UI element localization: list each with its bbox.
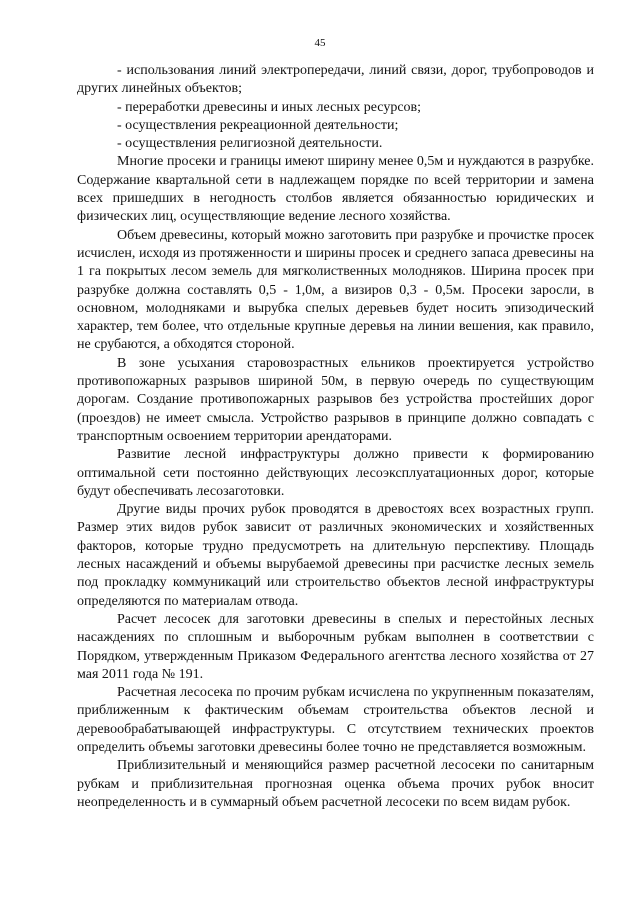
- list-item: - переработки древесины и иных лесных ресурсов;: [117, 99, 422, 115]
- page-number: 45: [314, 37, 326, 49]
- list-item: - использования линий электропередачи, линий связи, дорог, трубопроводов и других линейных объектов;: [77, 63, 594, 97]
- paragraph: Развитие лесной инфраструктуры должно привести к формированию оптимальной сети постоянно действующих лесоэксплуатационных дорог, которые будут обеспечивать лесозаготовки.: [77, 447, 594, 499]
- list-item: - осуществления рекреационной деятельности;: [117, 117, 399, 133]
- document-body: [77, 62, 594, 812]
- paragraph: Многие просеки и границы имеют ширину менее 0,5м и нуждаются в разрубке. Содержание квартальной сети в надлежащем порядке по всей территории и замена всех пришедших в негодность столбов является обязанностью юридических и физических лиц, осуществляющие ведение лесного хозяйства.: [77, 154, 594, 225]
- paragraph: Расчетная лесосека по прочим рубкам исчислена по укрупненным показателям, приближенным к фактическим объемам строительства объектов лесной и деревообрабатывающей инфраструктуры. С отсутствием технических проектов определить объемы заготовки древесины более точно не представляется возможным.: [77, 685, 594, 755]
- list-item: - осуществления религиозной деятельности.: [117, 136, 383, 152]
- paragraph: Приблизительный и меняющийся размер расчетной лесосеки по санитарным рубкам и приблизительная прогнозная оценка объема прочих рубок вносит неопределенность и в суммарный объем расчетной лесосеки по всем видам рубок.: [77, 758, 594, 810]
- paragraph: Объем древесины, который можно заготовить при разрубке и прочистке просек исчислен, исходя из протяженности и ширины просек и среднего запаса древесины на 1 га покрытых лесом земель для мягколиственных молодняков. Ширина просек при разрубке должна составлять 0,5 - 1,0м, а визиров 0,3 - 0,5м. Просеки заросли, в основном, молодняками и вырубка спелых деревьев будет носить эпизодический характер, тем более, что отдельные крупные деревья на линии вешения, как правило, не срубаются, а обходятся стороной.: [77, 227, 594, 353]
- paragraph: Расчет лесосек для заготовки древесины в спелых и перестойных лесных насаждениях по сплошным и выборочным рубкам выполнен в соответствии с Порядком, утвержденным Приказом Федерального агентства лесного хозяйства от 27 мая 2011 года № 191.: [77, 611, 594, 682]
- paragraph: Другие виды прочих рубок проводятся в древостоях всех возрастных групп. Размер этих видов рубок зависит от различных экономических и хозяйственных факторов, которые трудно предусмотреть на длительную перспективу. Площадь лесных насаждений и объемы вырубаемой древесины при расчистке лесных земель под прокладку коммуникаций или строительство объектов лесной инфраструктуры определяются по материалам отвода.: [77, 502, 594, 609]
- paragraph: В зоне усыхания старовозрастных ельников проектируется устройство противопожарных разрывов шириной 50м, в первую очередь по существующим дорогам. Создание противопожарных разрывов без устройства простейших дорог (проездов) не имеет смысла. Устройство разрывов в принципе должно совпадать с транспортным освоением территории арендаторами.: [77, 355, 594, 444]
